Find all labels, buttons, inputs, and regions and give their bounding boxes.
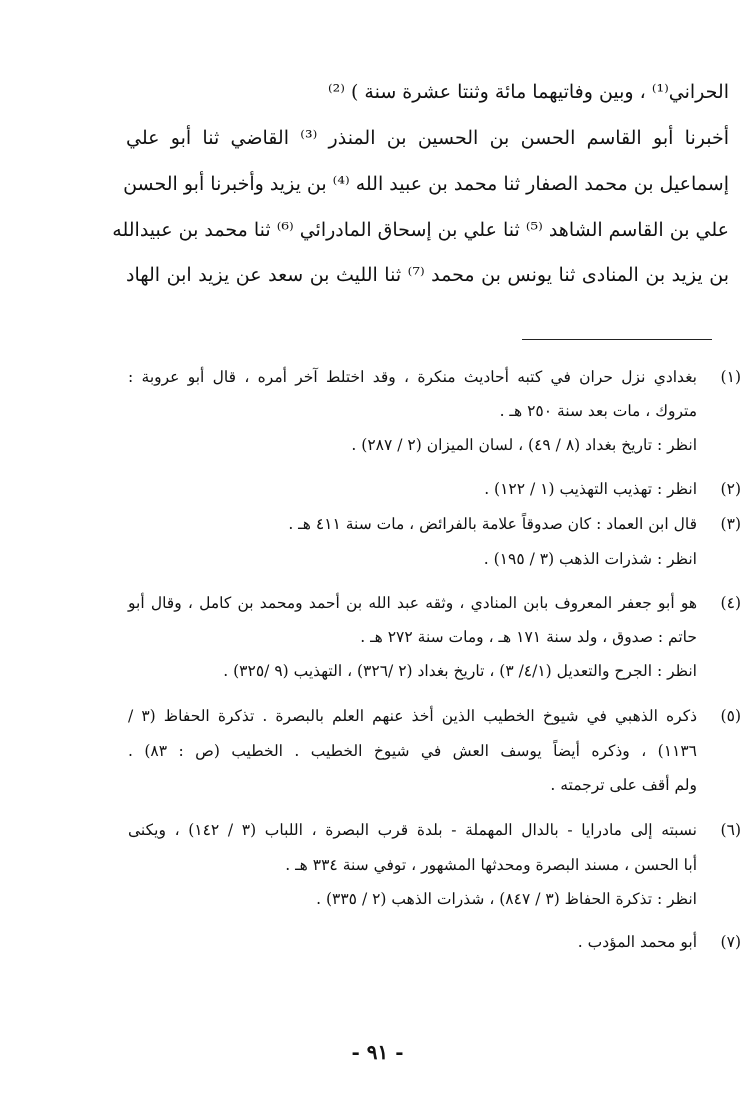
footnote-5-line-1: ذكره الذهبي في شيوخ الخطيب الذين أخذ عنهم العلم بالبصرة . تذكرة الحفاظ (٣ /	[128, 707, 697, 725]
footnote-1-line-1: بغدادي نزل حران في كتبه أحاديث منكرة ، وقد اختلط آخر أمره ، قال أبو عروبة :	[128, 368, 697, 386]
footnote-1-line-2: متروك ، مات بعد سنة ٢٥٠ هـ .	[499, 402, 697, 420]
main-text-line-1: الحراني⁽¹⁾ ، وبين وفاتيهما مائة وثنتا عشرة سنة ) ⁽²⁾	[327, 81, 729, 103]
footnote-1-line-3: انظر : تاريخ بغداد (٨ / ٤٩) ، لسان الميزان (٢ / ٢٨٧) .	[351, 436, 697, 454]
footnote-4-line-1: هو أبو جعفر المعروف بابن المنادي ، وثقه عبد الله بن أحمد ومحمد بن كامل ، وقال أبو	[128, 594, 697, 612]
footnote-number-1: (١)	[720, 368, 741, 386]
footnote-number-5: (٥)	[720, 707, 741, 725]
footnote-4-line-2: حاتم : صدوق ، ولد سنة ١٧١ هـ ، ومات سنة ٢٧٢ هـ .	[360, 628, 697, 646]
main-text-line-4: علي بن القاسم الشاهد ⁽⁵⁾ ثنا علي بن إسحاق المادرائي ⁽⁶⁾ ثنا محمد بن عبيدالله	[112, 219, 729, 241]
footnote-3-line-2: انظر : شذرات الذهب (٣ / ١٩٥) .	[483, 550, 697, 568]
footnote-5-line-2: ١١٣٦) ، وذكره أيضاً يوسف العش في شيوخ الخطيب . الخطيب (ص : ٨٣) .	[128, 742, 697, 760]
footnote-number-6: (٦)	[720, 821, 741, 839]
footnote-6-line-1: نسبته إلى مادرايا - بالدال المهملة - بلدة قرب البصرة ، اللباب (٣ / ١٤٢) ، ويكنى	[128, 821, 698, 839]
footnote-number-7: (٧)	[720, 933, 741, 951]
footnote-4-line-3: انظر : الجرح والتعديل (٤/١/ ٣) ، تاريخ بغداد (٢ /٣٢٦) ، التهذيب (٩ /٣٢٥) .	[223, 662, 697, 680]
footnote-number-4: (٤)	[720, 594, 741, 612]
main-text-line-2: أخبرنا أبو القاسم الحسن بن الحسين بن المنذر ⁽³⁾ القاضي ثنا أبو علي	[126, 127, 729, 149]
footnote-2-line-1: انظر : تهذيب التهذيب (١ / ١٢٢) .	[484, 480, 697, 498]
footnote-6-line-3: انظر : تذكرة الحفاظ (٣ / ٨٤٧) ، شذرات الذهب (٢ / ٣٣٥) .	[316, 890, 697, 908]
footnote-number-2: (٢)	[720, 480, 741, 498]
footnote-divider	[522, 339, 712, 340]
footnote-5-line-3: ولم أقف على ترجمته .	[550, 776, 697, 794]
footnote-3-line-1: قال ابن العماد : كان صدوقاً علامة بالفرائض ، مات سنة ٤١١ هـ .	[288, 515, 697, 533]
footnote-7-line-1: أبو محمد المؤدب .	[577, 933, 697, 951]
footnote-number-3: (٣)	[720, 515, 741, 533]
page-number: - ٩١ -	[351, 1040, 404, 1064]
main-text-line-3: إسماعيل بن محمد الصفار ثنا محمد بن عبيد الله ⁽⁴⁾ بن يزيد وأخبرنا أبو الحسن	[123, 173, 729, 195]
footnote-6-line-2: أبا الحسن ، مسند البصرة ومحدثها المشهور ، توفي سنة ٣٣٤ هـ .	[285, 856, 697, 874]
main-text-line-5: بن يزيد بن المنادى ثنا يونس بن محمد ⁽⁷⁾ ثنا الليث بن سعد عن يزيد ابن الهاد	[126, 264, 729, 286]
